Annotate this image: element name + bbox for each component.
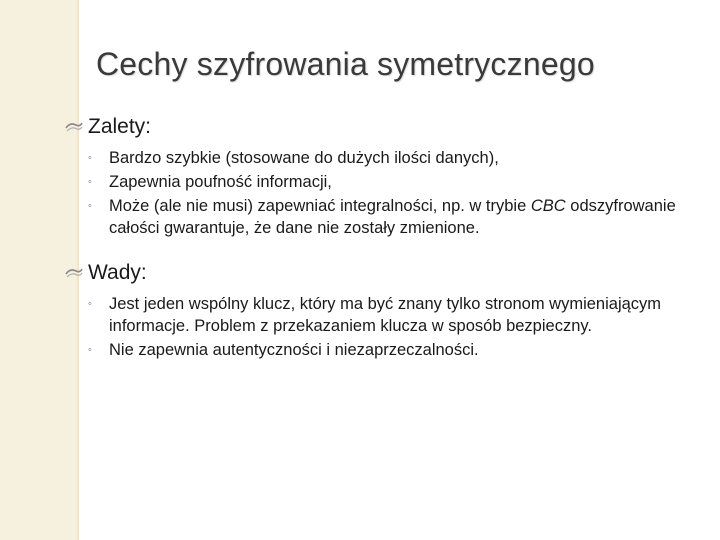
bullet-marker: ◦ (88, 200, 92, 212)
section-heading (64, 113, 704, 141)
list-item (64, 171, 704, 193)
bullet-list (64, 293, 704, 361)
bullet-marker: ◦ (88, 344, 92, 356)
list-item-text: Zapewnia poufność informacji, (109, 173, 332, 191)
bullet-marker: ◦ (88, 298, 92, 310)
list-item (64, 147, 704, 169)
list-item-text: Bardzo szybkie (stosowane do dużych ilości danych), (109, 149, 499, 167)
list-item-text: Jest jeden wspólny klucz, który ma być znany tylko stronom wymieniającym informacje. Problem z przekazaniem klucza w sposób bezpieczny. (109, 295, 662, 335)
list-item-text-part: odszyfrowanie całości gwarantuje, że dane nie zostały zmienione. (109, 197, 676, 237)
list-item (64, 339, 704, 361)
list-item (64, 195, 704, 239)
scroll-bullet-icon (64, 265, 84, 281)
list-item-text: Nie zapewnia autentyczności i niezaprzeczalności. (109, 341, 479, 359)
list-item-text-part: Może (ale nie musi) zapewniać integralności, np. w trybie (109, 197, 531, 215)
section-zalety (64, 113, 704, 241)
section-heading-text: Wady: (88, 261, 147, 284)
bullet-marker: ◦ (88, 176, 92, 188)
bullet-list (64, 147, 704, 239)
slide-title: Cechy szyfrowania symetrycznego (96, 46, 595, 82)
section-heading-text: Zalety: (88, 115, 152, 138)
list-item (64, 293, 704, 337)
scroll-bullet-icon (64, 119, 84, 135)
section-heading (64, 259, 704, 287)
section-wady (64, 259, 704, 363)
list-item-emphasis: CBC (530, 197, 566, 215)
bullet-marker: ◦ (88, 152, 92, 164)
